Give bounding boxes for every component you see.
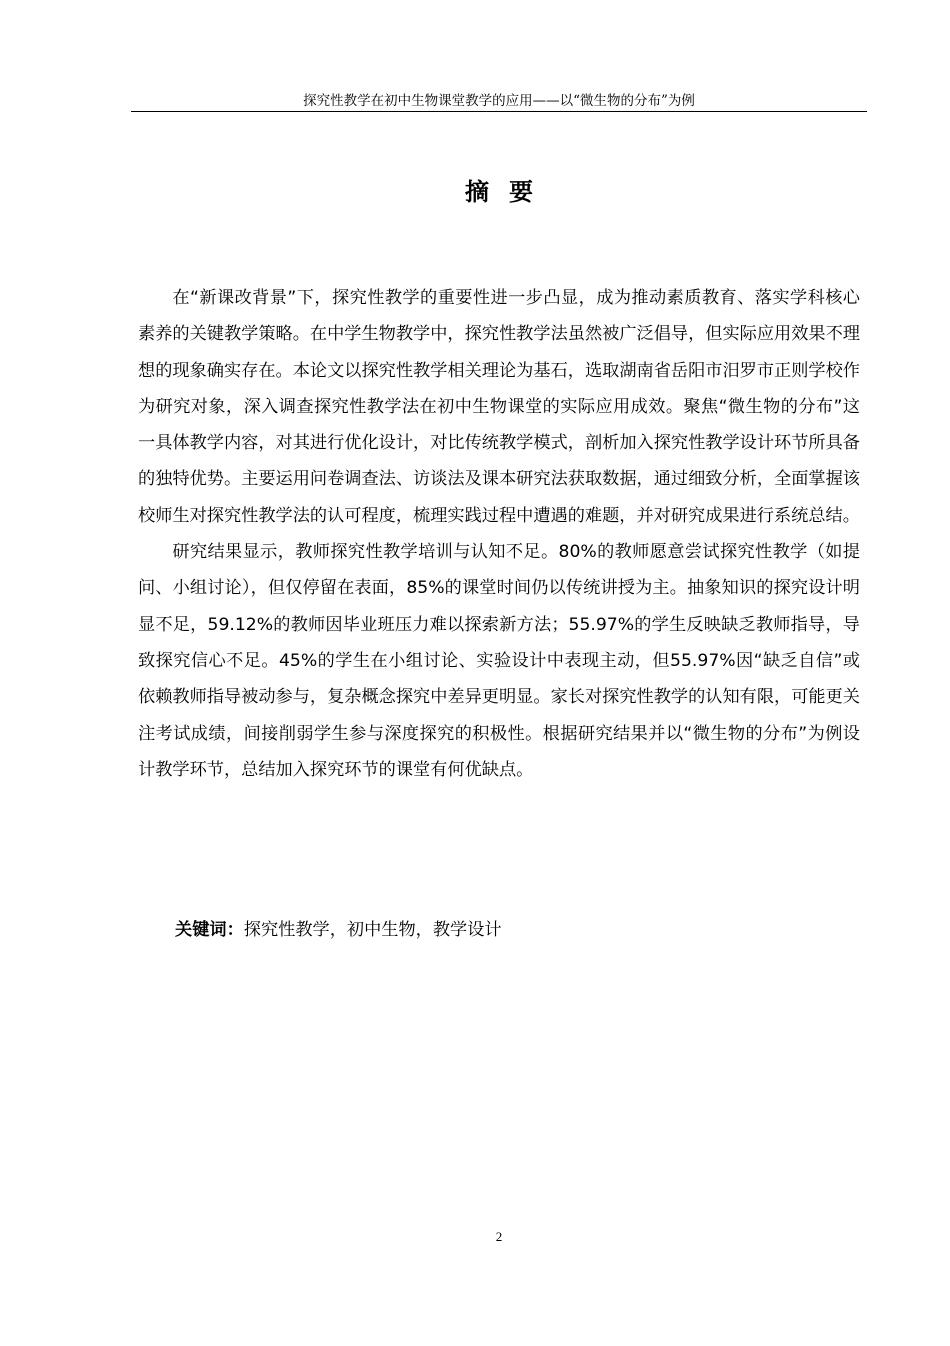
abstract-paragraph-1: 在“新课改背景”下，探究性教学的重要性进一步凸显，成为推动素质教育、落实学科核心素养的关键教学策略。在中学生物教学中，探究性教学法虽然被广泛倡导，但实际应用效果不理想的现象确实存在。本论文以探究性教学相关理论为基石，选取湖南省岳阳市汨罗市正则学校作为研究对象，深入调查探究性教学法在初中生物课堂的实际应用成效。聚焦“微生物的分布”这一具体教学内容，对其进行优化设计，对比传统教学模式，剖析加入探究性教学设计环节所具备的独特优势。主要运用问卷调查法、访谈法及课本研究法获取数据，通过细致分析，全面掌握该校师生对探究性教学法的认可程度，梳理实践过程中遭遇的难题，并对研究成果进行系统总结。 <box>138 288 860 526</box>
abstract-paragraph-2: 研究结果显示，教师探究性教学培训与认知不足。80%的教师愿意尝试探究性教学（如提问、小组讨论），但仅停留在表面，85%的课堂时间仍以传统讲授为主。抽象知识的探究设计明显不足，59.12%的教师因毕业班压力难以探索新方法；55.97%的学生反映缺乏教师指导，导致探究信心不足。45%的学生在小组讨论、实验设计中表现主动，但55.97%因“缺乏自信”或依赖教师指导被动参与，复杂概念探究中差异更明显。家长对探究性教学的认知有限，可能更关注考试成绩，间接削弱学生参与深度探究的积极性。根据研究结果并以“微生物的分布”为例设计教学环节，总结加入探究环节的课堂有何优缺点。 <box>138 542 860 780</box>
abstract-title: 摘要 <box>465 178 553 206</box>
keywords-list: 探究性教学，初中生物，教学设计 <box>243 920 502 940</box>
keywords-line <box>175 912 860 948</box>
keywords-label: 关键词： <box>175 920 244 940</box>
running-header: 探究性教学在初中生物课堂教学的应用——以“微生物的分布”为例 <box>303 93 695 109</box>
page-number: 2 <box>495 1229 503 1244</box>
abstract-body <box>138 280 860 788</box>
header-rule <box>131 111 867 112</box>
